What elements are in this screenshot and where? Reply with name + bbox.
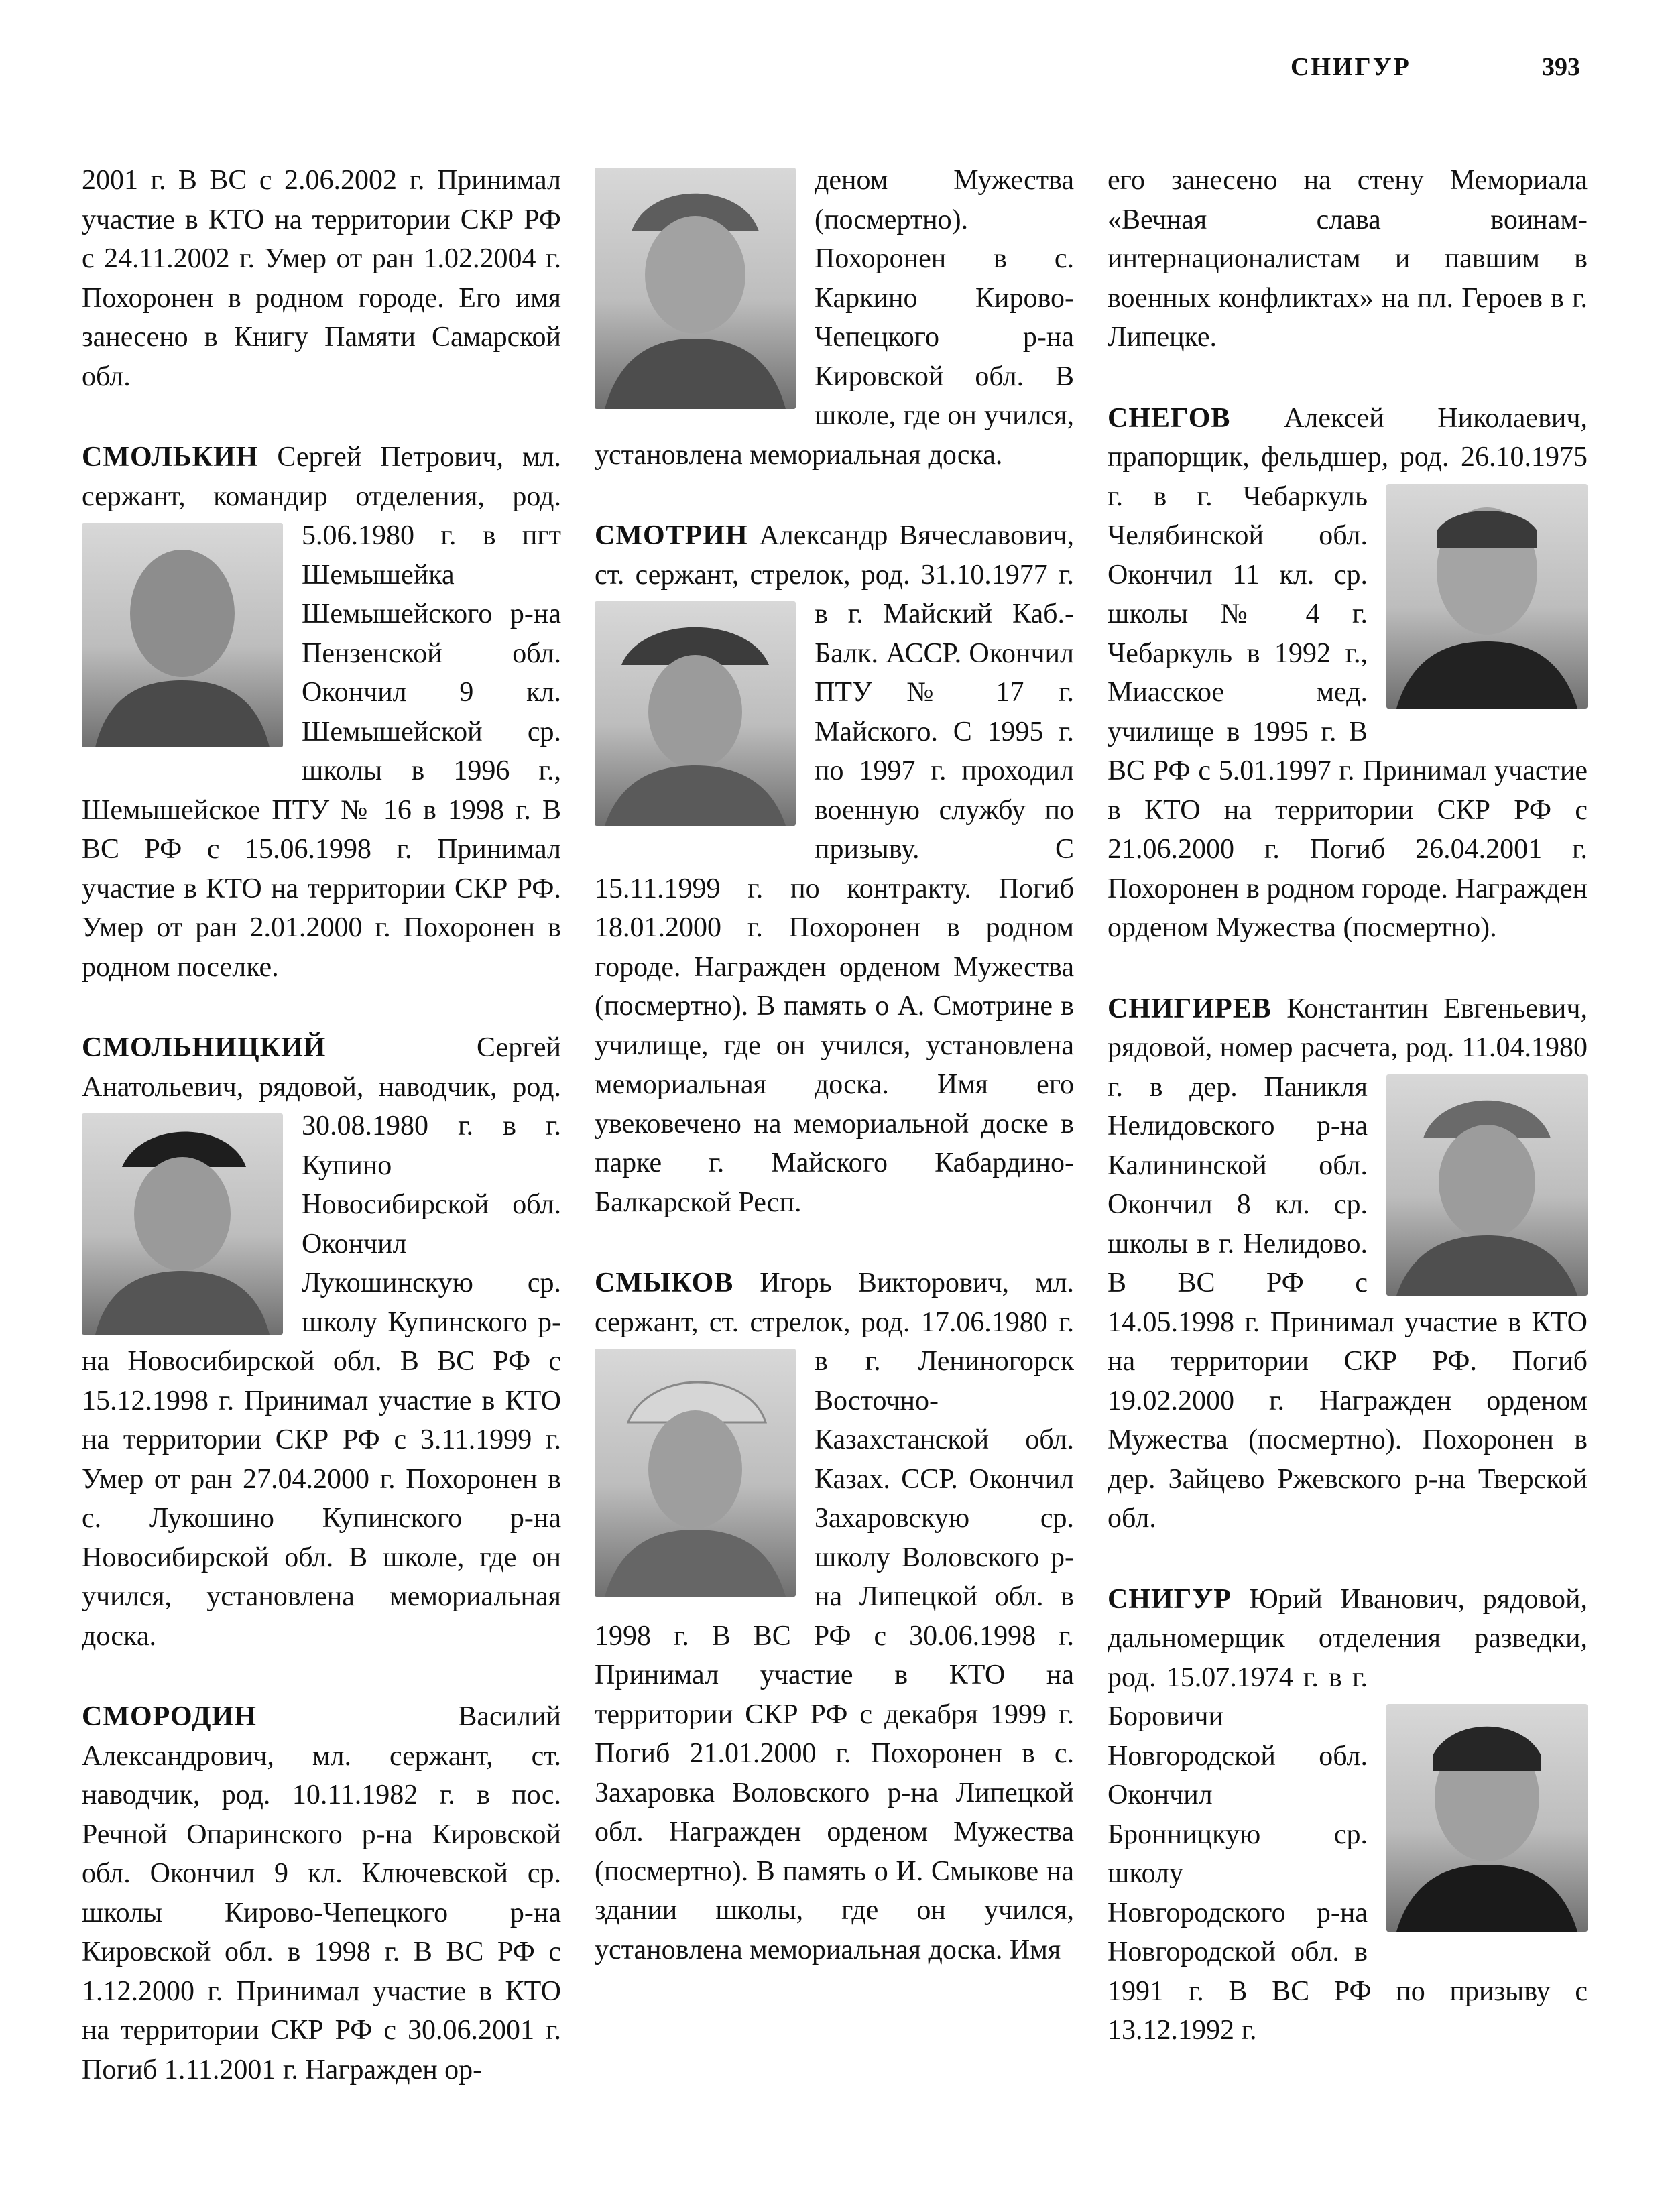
entry-snigur bbox=[1108, 1580, 1588, 2050]
surname: СМОЛЬНИЦКИЙ bbox=[82, 1032, 326, 1063]
surname: СМОЛЬКИН bbox=[82, 442, 259, 473]
entry-body: Алексей Николаевич, прапорщик, фельдшер, род. 26.10.1975 г. в г. Чебаркуль Челябинской обл. Окончил 11 кл. ср. школы № 4 г. Чебаркуль в 1992 г., Миасское мед. училище в 1995 г. В ВС РФ с 5.01.1997 г. Принимал участие в КТО на территории СКР РФ с 21.06.2000 г. Погиб 26.04.2001 г. Похоронен в родном городе. Награжден орденом Мужества (посмертно). bbox=[1108, 402, 1588, 943]
continued-text-body: деном Мужества (посмертно). Похоронен в с. Каркино Кирово-Чепецкого р-на Кировской обл. В школе, где он учился, установлена мемориальная доска. bbox=[595, 165, 1074, 471]
portrait-smorodin bbox=[595, 168, 796, 409]
surname: СМОРОДИН bbox=[82, 1701, 257, 1732]
person-silhouette-icon bbox=[595, 1349, 796, 1597]
portrait-snigur bbox=[1386, 1704, 1588, 1932]
entry-smotrin bbox=[595, 516, 1074, 1222]
entry-smorodin bbox=[82, 1697, 561, 2089]
continued-entry bbox=[595, 161, 1074, 475]
entry-body: Сергей Петрович, мл. сержант, командир отделения, род. 5.06.1980 г. в пгт Шемышейка Шемышейского р-на Пензенской обл. Окончил 9 кл. Шемышейской ср. школы в 1996 г., Шемышейское ПТУ № 16 в 1998 г. В ВС РФ с 15.06.1998 г. Принимал участие в КТО на территории СКР РФ. Умер от ран 2.01.2000 г. Похоронен в родном поселке. bbox=[82, 442, 561, 983]
continued-text-body: 2001 г. В ВС с 2.06.2002 г. Принимал участие в КТО на территории СКР РФ с 24.11.2002 г. Умер от ран 1.02.2004 г. Похоронен в родном городе. Его имя занесено в Книгу Памяти Самарской обл. bbox=[82, 165, 561, 392]
person-silhouette-icon bbox=[82, 1113, 283, 1335]
continued-text bbox=[82, 161, 561, 396]
entry-body: Игорь Викторович, мл. сержант, ст. стрелок, род. 17.06.1980 г. в г. Лениногорск Восточно-Казахстанской обл. Казах. ССР. Окончил Захаровскую ср. школу Воловского р-на Липецкой обл. в 1998 г. В ВС РФ с 30.06.1998 г. Принимал участие в КТО на территории СКР РФ с декабря 1999 г. Погиб 21.01.2000 г. Похоронен в с. Захаровка Воловского р-на Липецкой обл. Награжден орденом Мужества (посмертно). В память о И. Смыкове на здании школы, где он учился, установлена мемориальная доска. Имя bbox=[595, 1268, 1074, 1965]
entry-body: Константин Евгеньевич, рядовой, номер расчета, род. 11.04.1980 г. в дер. Паникля Нелидовского р-на Калининской обл. Окончил 8 кл. ср. школы в г. Нелидово. В ВС РФ с 14.05.1998 г. Принимал участие в КТО на территории СКР РФ. Погиб 19.02.2000 г. Награжден орденом Мужества (посмертно). Похоронен в дер. Зайцево Ржевского р-на Тверской обл. bbox=[1108, 993, 1588, 1534]
surname: СНЕГОВ bbox=[1108, 402, 1231, 434]
surname: СМЫКОВ bbox=[595, 1268, 734, 1298]
surname: СНИГИРЕВ bbox=[1108, 993, 1272, 1024]
page-number: 393 bbox=[1542, 53, 1580, 81]
entry-smolnitsky bbox=[82, 1028, 561, 1656]
portrait-snigirev bbox=[1386, 1074, 1588, 1296]
portrait-smolkin bbox=[82, 523, 283, 747]
column-2 bbox=[595, 161, 1074, 2172]
portrait-smykov bbox=[595, 1349, 796, 1597]
column-1 bbox=[82, 161, 561, 2172]
running-head bbox=[0, 52, 1676, 93]
entry-snegov bbox=[1108, 399, 1588, 948]
person-silhouette-icon bbox=[1386, 1074, 1588, 1296]
portrait-snegov bbox=[1386, 484, 1588, 709]
person-silhouette-icon bbox=[1386, 484, 1588, 709]
surname: СМОТРИН bbox=[595, 520, 748, 551]
person-silhouette-icon bbox=[82, 523, 283, 747]
running-head-title: СНИГУР bbox=[1291, 53, 1411, 81]
entry-body: Александр Вячеславович, ст. сержант, стрелок, род. 31.10.1977 г. в г. Майский Каб.-Балк. АССР. Окончил ПТУ № 17 г. Майского. С 1995 г. по 1997 г. проходил военную службу по призыву. С 15.11.1999 г. по контракту. Погиб 18.01.2000 г. Похоронен в родном городе. Награжден орденом Мужества (посмертно). В память о А. Смотрине в училище, где он учился, установлена мемориальная доска. Имя его увековечено на мемориальной доске в парке г. Майского Кабардино-Балкарской Респ. bbox=[595, 520, 1074, 1218]
entry-smykov bbox=[595, 1264, 1074, 1969]
person-silhouette-icon bbox=[595, 601, 796, 826]
entry-snigirev bbox=[1108, 989, 1588, 1538]
entry-body: Юрий Иванович, рядовой, дальномерщик отделения разведки, род. 15.07.1974 г. в г. Боровичи Новгородской обл. Окончил Бронницкую ср. школу Новгородского р-на Новгородской обл. в 1991 г. В ВС РФ по призыву с 13.12.1992 г. bbox=[1108, 1583, 1588, 2046]
person-silhouette-icon bbox=[595, 168, 796, 409]
portrait-smolnitsky bbox=[82, 1113, 283, 1335]
portrait-smotrin bbox=[595, 601, 796, 826]
entry-body: Сергей Анатольевич, рядовой, наводчик, род. 30.08.1980 г. в г. Купино Новосибирской обл. Окончил Лукошинскую ср. школу Купинского р-на Новосибирской обл. В ВС РФ с 15.12.1998 г. Принимал участие в КТО на территории СКР РФ с 3.11.1999 г. Умер от ран 27.04.2000 г. Похоронен в с. Лукошино Купинского р-на Новосибирской обл. В школе, где он учился, установлена мемориальная доска. bbox=[82, 1032, 561, 1652]
person-silhouette-icon bbox=[1386, 1704, 1588, 1932]
column-3 bbox=[1108, 161, 1588, 2172]
surname: СНИГУР bbox=[1108, 1583, 1232, 1615]
entry-smolkin bbox=[82, 438, 561, 987]
entry-body: Василий Александрович, мл. сержант, ст. наводчик, род. 10.11.1982 г. в пос. Речной Опаринского р-на Кировской обл. Окончил 9 кл. Ключевской ср. школы Кирово-Чепецкого р-на Кировской обл. в 1998 г. В ВС РФ с 1.12.2000 г. Принимал участие в КТО на территории СКР РФ с 30.06.2001 г. Погиб 1.11.2001 г. Награжден ор- bbox=[82, 1701, 561, 2085]
continued-text bbox=[1108, 161, 1588, 357]
continued-text-body: его занесено на стену Мемориала «Вечная слава воинам-интернационалистам и павшим в военных конфликтах» на пл. Героев в г. Липецке. bbox=[1108, 165, 1588, 353]
